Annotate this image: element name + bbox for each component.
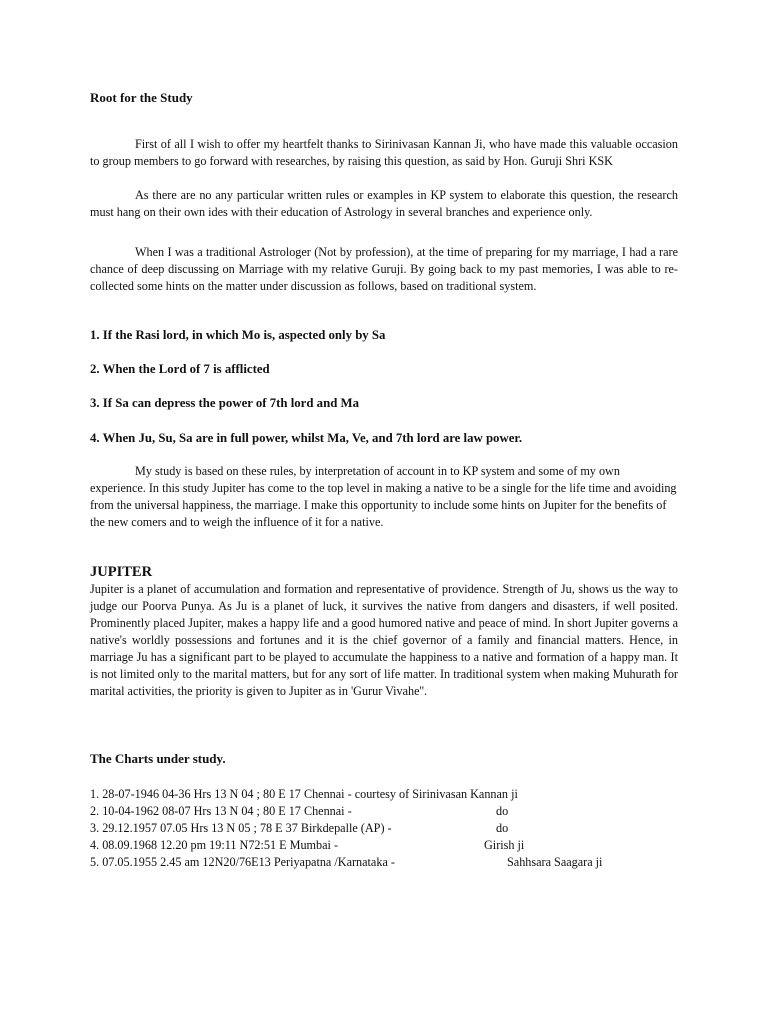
chart-credit: do — [496, 821, 509, 835]
rule-1: 1. If the Rasi lord, in which Mo is, aspected only by Sa — [90, 328, 386, 342]
chart-details: 5. 07.05.1955 2.45 am 12N20/76E13 Periyapatna /Karnataka - — [90, 855, 395, 869]
chart-row — [90, 837, 650, 854]
intro-paragraph-3: When I was a traditional Astrologer (Not by profession), at the time of preparing for my marriage, I had a rare chance of deep discussing on Marriage with my relative Guruji. By going back to my past memories, I was able to re-collected some hints on the matter under discussion as follows, based on traditional system. — [90, 245, 678, 293]
chart-details: 1. 28-07-1946 04-36 Hrs 13 N 04 ; 80 E 17 Chennai - courtesy of Sirinivasan Kannan ji — [90, 787, 518, 801]
charts-heading: The Charts under study. — [90, 751, 226, 766]
chart-row — [90, 786, 650, 803]
intro-paragraph-1: First of all I wish to offer my heartfelt thanks to Sirinivasan Kannan Ji, who have made this valuable occasion to group members to go forward with researches, by raising this question, as said by Hon. Guruji Shri KSK — [90, 137, 678, 168]
rule-2: 2. When the Lord of 7 is afflicted — [90, 362, 270, 376]
jupiter-paragraph: Jupiter is a planet of accumulation and formation and representative of providence. Strength of Ju, shows us the way to judge our Poorva Punya. As Ju is a planet of luck, it survives the native from dangers and disasters, if well posited. Prominently placed Jupiter, makes a happy life and a good humored native and peace of mind. In short Jupiter governs a native's worldly possessions and fortunes and it is the chief governor of a family and financial matters. Hence, in marriage Ju has a significant part to be played to accumulate the happiness to a native and formation of a happy man. It is not limited only to the marital matters, but for any sort of life matter. In traditional system when making Muhurath for marital activities, the priority is given to Jupiter as in 'Gurur Vivahe''. — [90, 582, 678, 698]
chart-credit: do — [496, 804, 509, 818]
jupiter-heading: JUPITER — [90, 564, 153, 580]
chart-details: 3. 29.12.1957 07.05 Hrs 13 N 05 ; 78 E 37 Birkdepalle (AP) - — [90, 821, 392, 835]
rule-4: 4. When Ju, Su, Sa are in full power, whilst Ma, Ve, and 7th lord are law power. — [90, 431, 523, 445]
chart-credit: Girish ji — [484, 838, 525, 852]
document-title: Root for the Study — [90, 90, 193, 105]
study-paragraph: My study is based on these rules, by interpretation of account in to KP system and some of my own experience. In this study Jupiter has come to the top level in making a native to be a single for the life time and avoiding from the universal happiness, the marriage. I make this opportunity to include some hints on Jupiter for the benefits of the new comers and to weigh the influence of it for a native. — [90, 464, 677, 529]
chart-row — [90, 854, 650, 871]
chart-details: 4. 08.09.1968 12.20 pm 19:11 N72:51 E Mumbai - — [90, 838, 339, 852]
chart-credit: Sahhsara Saagara ji — [507, 855, 603, 869]
rule-3: 3. If Sa can depress the power of 7th lord and Ma — [90, 396, 359, 410]
chart-row — [90, 803, 650, 820]
chart-list — [90, 786, 650, 871]
intro-paragraph-2: As there are no any particular written rules or examples in KP system to elaborate this question, the research must hang on their own ides with their education of Astrology in several branches and experience only. — [90, 188, 678, 219]
chart-row — [90, 820, 650, 837]
chart-details: 2. 10-04-1962 08-07 Hrs 13 N 04 ; 80 E 17 Chennai - — [90, 804, 352, 818]
